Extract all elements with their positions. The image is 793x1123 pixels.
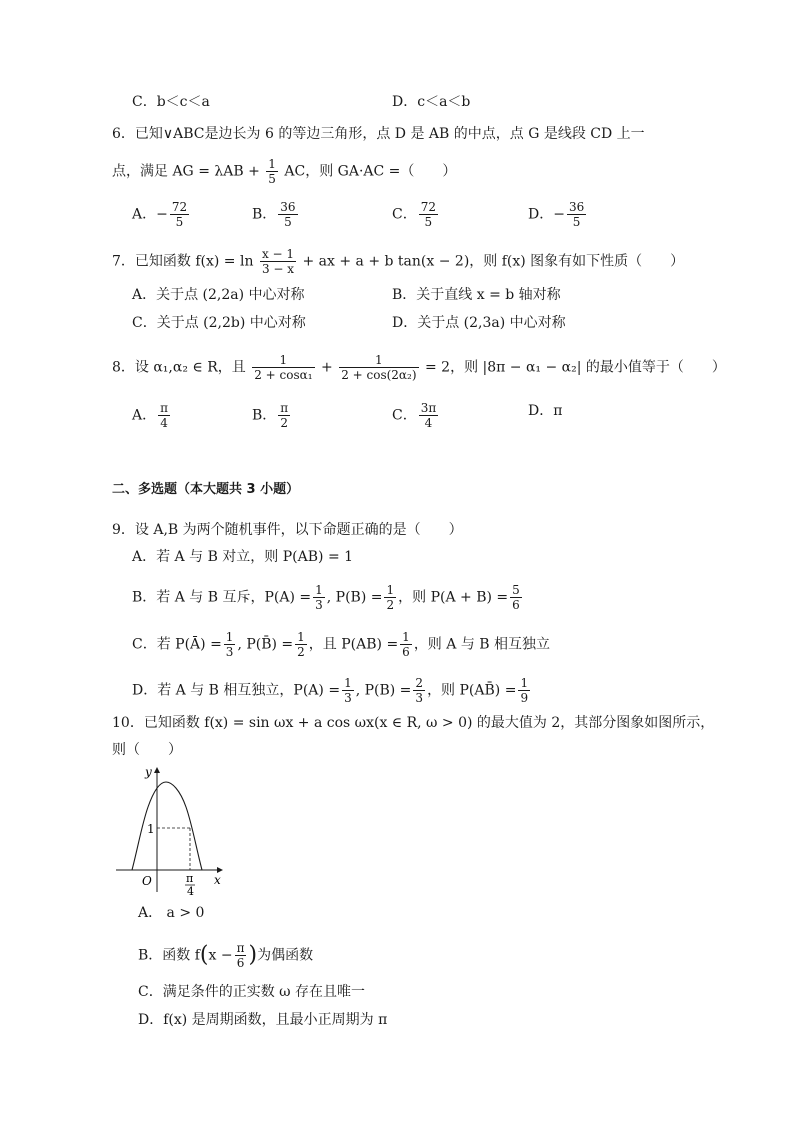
origin-label: O	[142, 874, 152, 888]
q10-option-a: A． a > 0	[138, 905, 205, 921]
q7-stem: 7．已知函数 f(x) = ln $\frac{x - 1}{3 - x}$ + ax + a + b tan(x − 2)，则 f(x) 图象有如下性质（ ）	[112, 247, 685, 276]
q7-option-d: D．关于点 (2,3a) 中心对称	[392, 315, 566, 331]
q6-option-a: A．− $\frac{72}{5}$	[132, 200, 188, 229]
q6-stem-line1: 6．已知∨ABC是边长为 6 的等边三角形，点 D 是 AB 的中点，点 G 是线段 CD 上一	[112, 126, 645, 142]
q6-option-d: D．− $\frac{36}{5}$	[528, 200, 585, 229]
q6-fraction: $\frac{1}{5}$	[268, 157, 276, 186]
y-axis-label: y	[145, 765, 152, 779]
q9-option-a: A．若 A 与 B 对立，则 P(AB) = 1	[132, 549, 354, 565]
q8-stem: 8．设 α₁,α₂ ∈ R，且 $\frac{1}{\text{2 + cosα₁}}$ + $\frac{1}{\text{2 + cos(2α₂)}}$ = 2，则 |8π − α₁ − α₂| 的最小值等于（ ）	[112, 353, 726, 382]
section-heading-multiple-choice: 二、多选题（本大题共 3 小题）	[112, 482, 300, 497]
q8-option-c: C． $\frac{3\pi}{4}$	[392, 401, 437, 430]
q10-stem-line2: 则（ ）	[112, 742, 182, 758]
q6-option-b: B． $\frac{36}{5}$	[252, 200, 296, 229]
q10-option-c: C．满足条件的正实数 ω 存在且唯一	[138, 984, 366, 1000]
sine-curve	[132, 782, 202, 870]
x-tick-numerator: π	[186, 872, 194, 885]
q6-stem-pre: 点，满足 AG = λAB +	[112, 163, 260, 180]
q8-option-a: A． $\frac{\pi}{4}$	[132, 401, 169, 430]
q5-option-d: D．c＜a＜b	[392, 94, 471, 110]
q6-option-c: C． $\frac{72}{5}$	[392, 200, 436, 229]
q9-option-c: C．若 P(Ā) = $\frac{1}{3}$ , P(B̄) = $\frac{1}{2}$ ，且 P(AB) = $\frac{1}{6}$ ，则 A 与 B 相互独立	[132, 630, 551, 659]
q5-option-c: C．b＜c＜a	[132, 94, 210, 110]
q8-option-d: D．π	[528, 403, 563, 419]
x-tick-denominator: 4	[187, 885, 194, 897]
q10-stem-line1: 10．已知函数 f(x) = sin ωx + a cos ωx(x ∈ R, ω > 0) 的最大值为 2，其部分图象如图所示，	[112, 715, 715, 731]
q9-option-d: D．若 A 与 B 相互独立，P(A) = $\frac{1}{3}$ , P(B) = $\frac{2}{3}$ ，则 P(AB̄) = $\frac{1}{9}$	[132, 676, 529, 705]
y-tick-one: 1	[147, 822, 155, 836]
q9-stem: 9．设 A,B 为两个随机事件，以下命题正确的是（ ）	[112, 522, 463, 538]
q9-option-b: B．若 A 与 B 互斥，P(A) = $\frac{1}{3}$ , P(B) = $\frac{1}{2}$ ，则 P(A + B) = $\frac{5}{6}$	[132, 583, 520, 612]
q7-option-a: A．关于点 (2,2a) 中心对称	[132, 287, 305, 303]
q8-option-b: B． $\frac{\pi}{2}$	[252, 401, 289, 430]
q7-option-b: B．关于直线 x = b 轴对称	[392, 287, 561, 303]
q10-option-d: D．f(x) 是周期函数，且最小正周期为 π	[138, 1012, 388, 1028]
q7-fraction: $\frac{x - 1}{3 - x}$	[261, 247, 295, 276]
q10-function-graph	[110, 762, 230, 897]
q10-option-b: B．函数 f(x − $\frac{\pi}{6}$ )为偶函数	[138, 941, 314, 970]
q7-option-c: C．关于点 (2,2b) 中心对称	[132, 315, 306, 331]
q6-stem-post: AC，则 GA·AC =（ ）	[284, 163, 457, 180]
q6-stem-line2	[112, 157, 456, 186]
x-axis-label: x	[214, 873, 221, 887]
